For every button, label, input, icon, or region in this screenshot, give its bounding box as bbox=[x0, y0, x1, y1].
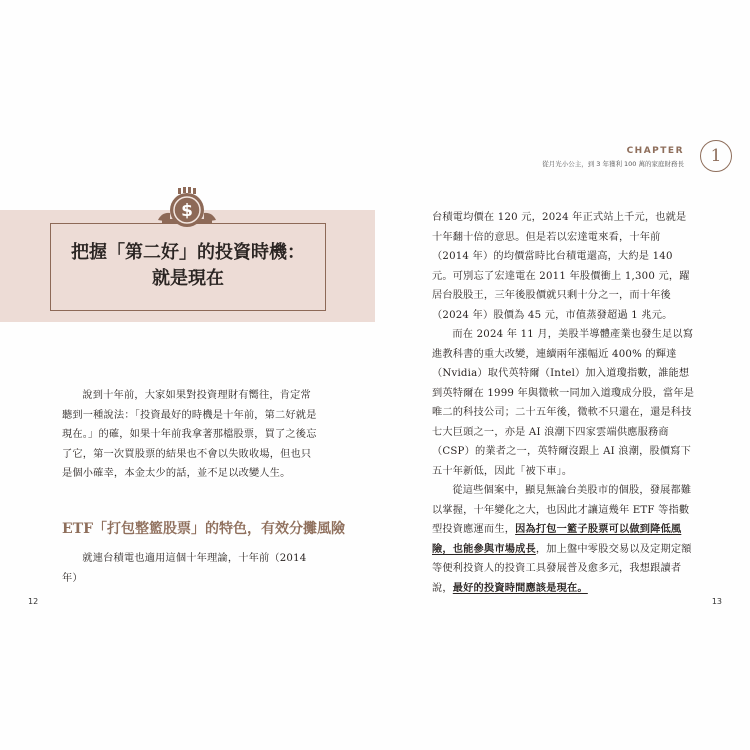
chapter-label: CHAPTER bbox=[626, 146, 684, 156]
section-title-line2: 就是現在 bbox=[152, 268, 224, 289]
page-number-right: 13 bbox=[711, 597, 722, 606]
right-paragraph-3 bbox=[432, 481, 695, 598]
highlight-best-time: 最好的投資時間應該是現在。 bbox=[452, 581, 588, 594]
right-paragraph-1: 台積電均價在 120 元，2024 年正式站上千元，也就是十年翻十倍的意思。但是若以宏達電來看，十年前（2014 年）的均價當時比台積電還高，大約是 140 元。可別忘了宏達電在 2011 年股價衝上 1,300 元，躍居台股股王，三年後股價就只剩十分之一，而十年後（2024 年）股價為 45 元，市值蒸發超過 1 兆元。 bbox=[432, 212, 690, 321]
right-paragraph-3-text-a: 從這些個案中，顯見無論台美股市的個股，發展都難以掌握，十年變化之大，也因此才讓這幾年 ETF 等指數型投資應運而生， bbox=[432, 485, 692, 535]
chapter-number-badge: 1 bbox=[700, 140, 732, 172]
page-number-left: 12 bbox=[28, 597, 39, 606]
left-body-paragraph bbox=[62, 386, 318, 484]
svg-text:$: $ bbox=[181, 201, 193, 221]
dollar-coin-icon bbox=[154, 186, 220, 230]
section-title-line1: 把握「第二好」的投資時機： bbox=[71, 242, 305, 263]
left-body-paragraph-2 bbox=[62, 549, 318, 588]
right-paragraph-2: 而在 2024 年 11 月，美股半導體產業也發生足以寫進教科書的重大改變，連續兩年漲幅近 400% 的輝達（Nvidia）取代英特爾（Intel）加入道瓊指數，誰能想到英特爾在 1999 年與微軟一同加入道瓊成分股，當年是唯二的科技公司；二十五年後，微軟不只還在，還是科技七大巨頭之一，亦是 AI 浪潮下四家雲端供應服務商（CSP）的業者之一，英特爾沒跟上 AI 浪潮，股價寫下五十年新低，因此「被下車」。 bbox=[432, 329, 695, 477]
right-body bbox=[432, 208, 695, 598]
left-paragraph-1: 說到十年前，大家如果對投資理財有嚮往，肯定常聽到一種說法：「投資最好的時機是十年前，第二好就是現在。」的確，如果十年前我拿著那檔股票，買了之後忘了它，第一次買股票的結果也不會以失敗收場，但也只是個小確幸，本金太少的話，並不足以改變人生。 bbox=[62, 390, 317, 479]
left-paragraph-2: 就連台積電也適用這個十年理論，十年前（2014 年） bbox=[62, 553, 307, 584]
highlight-diversify: 因為打包一籃子股票可以做到降低風險，也能參與市場成長 bbox=[432, 523, 682, 555]
chapter-subtitle: 從月光小公主，到 3 年獲利 100 萬的家庭財務長 bbox=[542, 160, 684, 168]
section-title bbox=[50, 240, 326, 292]
right-paragraph-3-text-b: ，加上盤中零股交易以及定期定額等便利投資人的投資工具發展普及愈多元，我想跟讀者說， bbox=[432, 543, 692, 594]
subheading: ETF「打包整籃股票」的特色，有效分攤風險 bbox=[62, 521, 346, 537]
